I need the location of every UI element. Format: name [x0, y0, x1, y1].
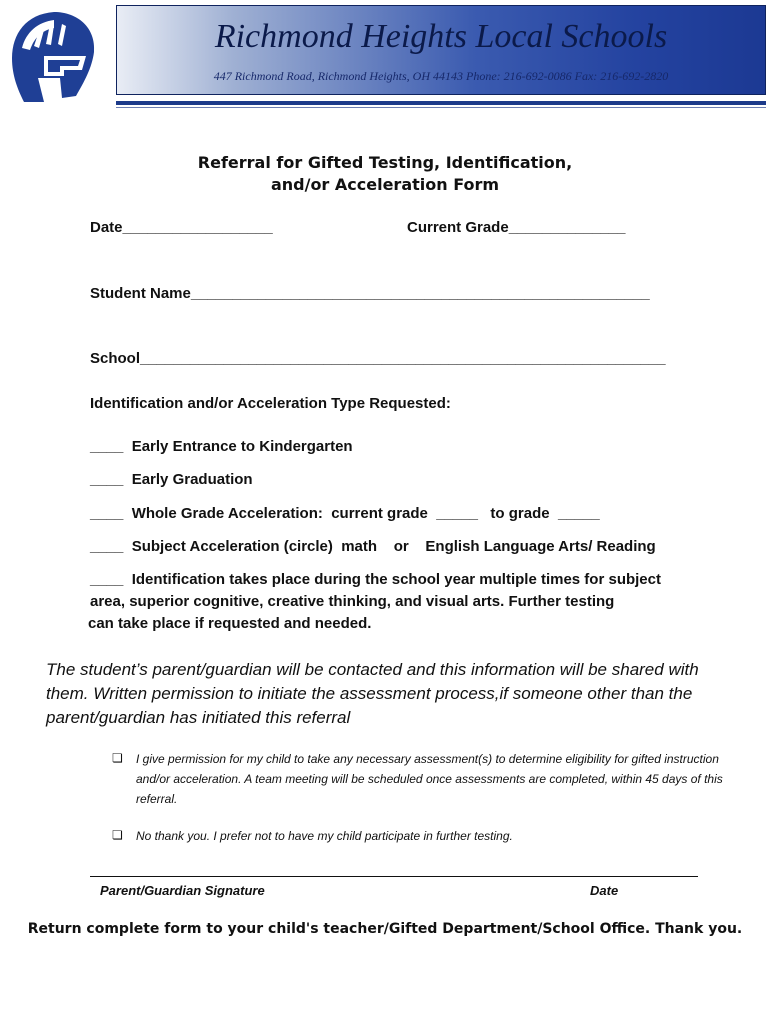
- notice-line2: them. Written permission to initiate the assessment process,if someone other than the: [46, 684, 693, 703]
- option-whole-grade-acceleration: ____ Whole Grade Acceleration: current grade _____ to grade _____: [90, 505, 600, 522]
- header-divider-thin: [116, 107, 766, 108]
- type-requested-heading: Identification and/or Acceleration Type Requested:: [90, 395, 451, 412]
- option-identification: ____ Identification takes place during the school year multiple times for subject: [90, 571, 661, 588]
- option-early-graduation: ____ Early Graduation: [90, 471, 253, 488]
- spartan-helmet-logo-icon: [4, 6, 104, 110]
- decline-checkbox[interactable]: ❏: [112, 828, 123, 842]
- notice-line1: The student’s parent/guardian will be contacted and this information will be shared with: [46, 660, 699, 679]
- permission-give-text: I give permission for my child to take any necessary assessment(s) to determine eligibility for gifted instruction and/or acceleration. A team meeting will be scheduled once assessments are completed, within 45 days of this referral.: [136, 752, 723, 806]
- school-field: School_______________________________________________________________: [90, 350, 666, 367]
- signature-date-label: Date: [590, 883, 619, 898]
- signature-line: [90, 876, 698, 877]
- option-identification-line2: area, superior cognitive, creative thinking, and visual arts. Further testing: [90, 593, 615, 610]
- parent-contact-notice: [46, 658, 736, 730]
- student-name-field: Student Name_______________________________________________________: [90, 285, 650, 302]
- letterhead-banner: [116, 5, 766, 95]
- permission-decline-text: No thank you. I prefer not to have my child participate in further testing.: [136, 829, 513, 843]
- current-grade-field: Current Grade______________: [407, 219, 626, 236]
- district-contact-line: 447 Richmond Road, Richmond Heights, OH 44143 Phone: 216-692-0086 Fax: 216-692-2820: [213, 69, 669, 83]
- option-early-entrance: ____ Early Entrance to Kindergarten: [90, 438, 353, 455]
- option-identification-line3: can take place if requested and needed.: [88, 615, 372, 632]
- return-instructions: Return complete form to your child's teacher/Gifted Department/School Office. Thank you.: [27, 921, 743, 937]
- permission-checkbox[interactable]: ❏: [112, 751, 123, 765]
- notice-line3: parent/guardian has initiated this referral: [46, 708, 351, 727]
- form-title-line1: Referral for Gifted Testing, Identification,: [197, 153, 573, 172]
- signature-label: Parent/Guardian Signature: [100, 883, 265, 898]
- form-title-line2: and/or Acceleration Form: [270, 175, 500, 194]
- option-subject-acceleration: ____ Subject Acceleration (circle) math or English Language Arts/ Reading: [90, 538, 656, 555]
- school-district-name: Richmond Heights Local Schools: [214, 18, 668, 55]
- header-divider: [116, 101, 766, 105]
- date-field: Date__________________: [90, 219, 273, 236]
